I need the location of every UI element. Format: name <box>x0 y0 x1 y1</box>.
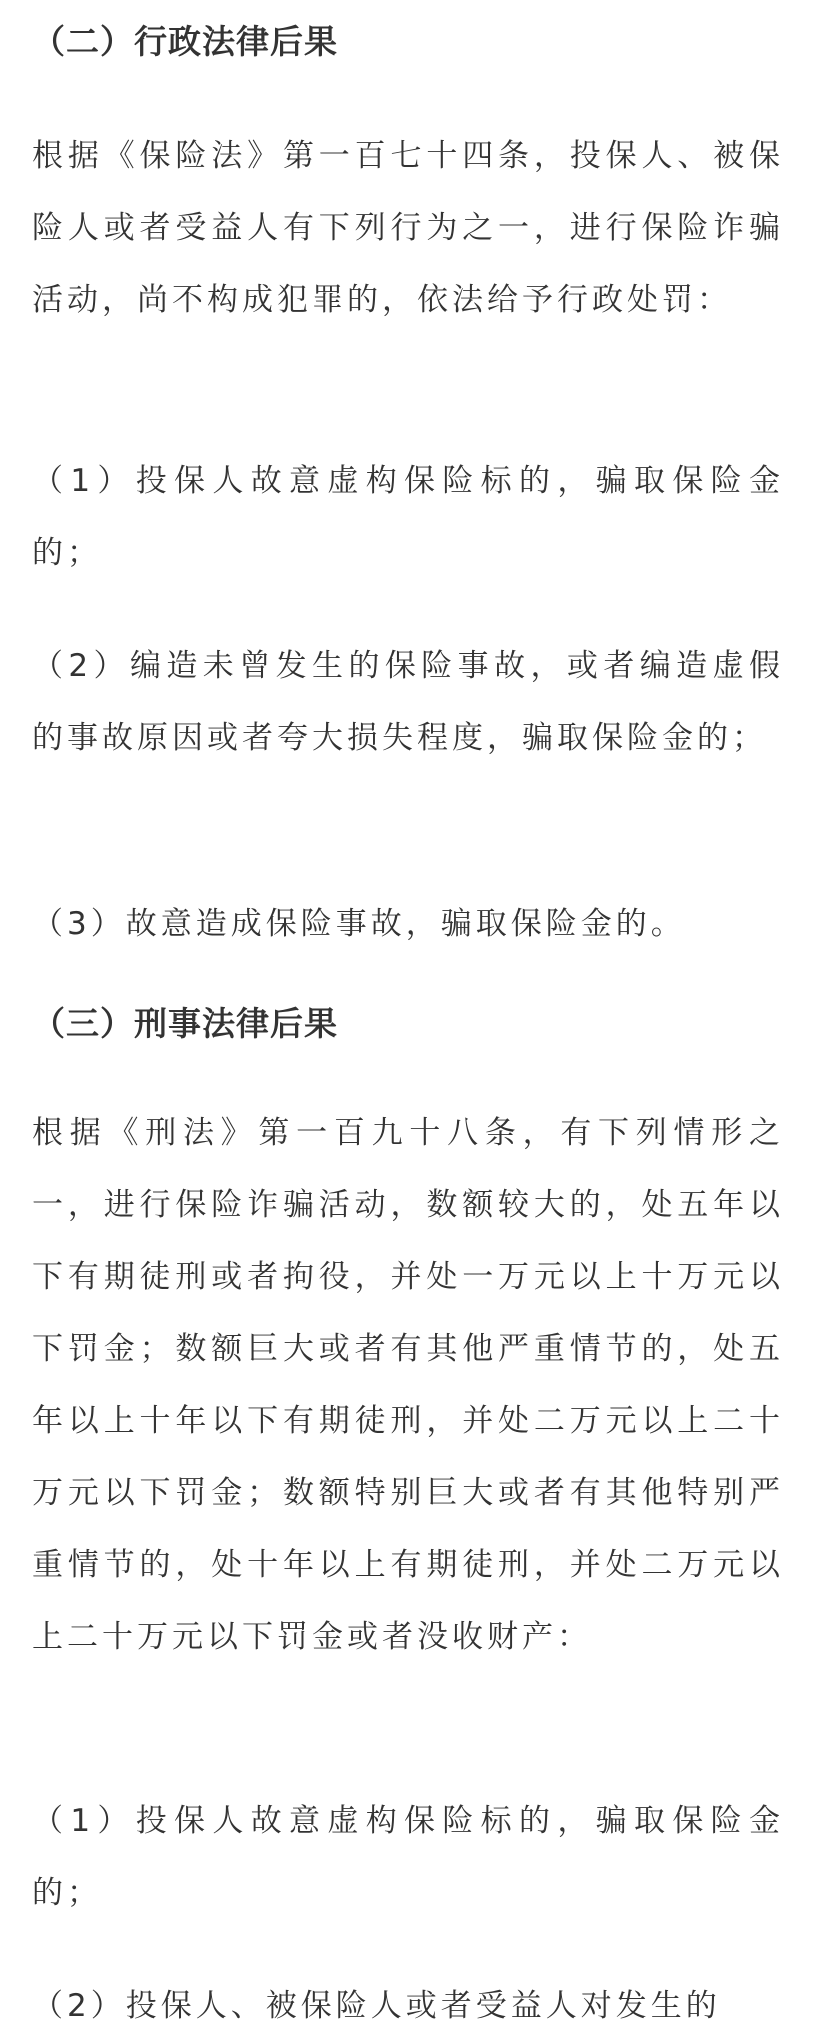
section-title-administrative: （二）行政法律后果 <box>32 22 338 61</box>
list-item: （1）投保人故意虚构保险标的，骗取保险金的； <box>32 463 784 571</box>
list-item: （2）编造未曾发生的保险事故，或者编造虚假的事故原因或者夸大损失程度，骗取保险金的； <box>32 648 784 756</box>
list-item: （2）投保人、被保险人或者受益人对发生的 <box>32 1988 721 2024</box>
paragraph-criminal-law-intro: 根据《刑法》第一百九十八条，有下列情形之一，进行保险诈骗活动，数额较大的，处五年以下有期徒刑或者拘役，并处一万元以上十万元以下罚金；数额巨大或者有其他严重情节的，处五年以上十年以下有期徒刑，并处二万元以上二十万元以下罚金；数额特别巨大或者有其他特别严重情节的，处十年以上有期徒刑，并处二万元以上二十万元以下罚金或者没收财产： <box>32 1115 784 1655</box>
paragraph-insurance-law-intro: 根据《保险法》第一百七十四条，投保人、被保险人或者受益人有下列行为之一，进行保险诈骗活动，尚不构成犯罪的，依法给予行政处罚： <box>32 138 784 318</box>
list-item: （1）投保人故意虚构保险标的，骗取保险金的； <box>32 1803 784 1911</box>
section-title-criminal: （三）刑事法律后果 <box>32 1004 338 1043</box>
list-item: （3）故意造成保险事故，骗取保险金的。 <box>32 906 686 942</box>
